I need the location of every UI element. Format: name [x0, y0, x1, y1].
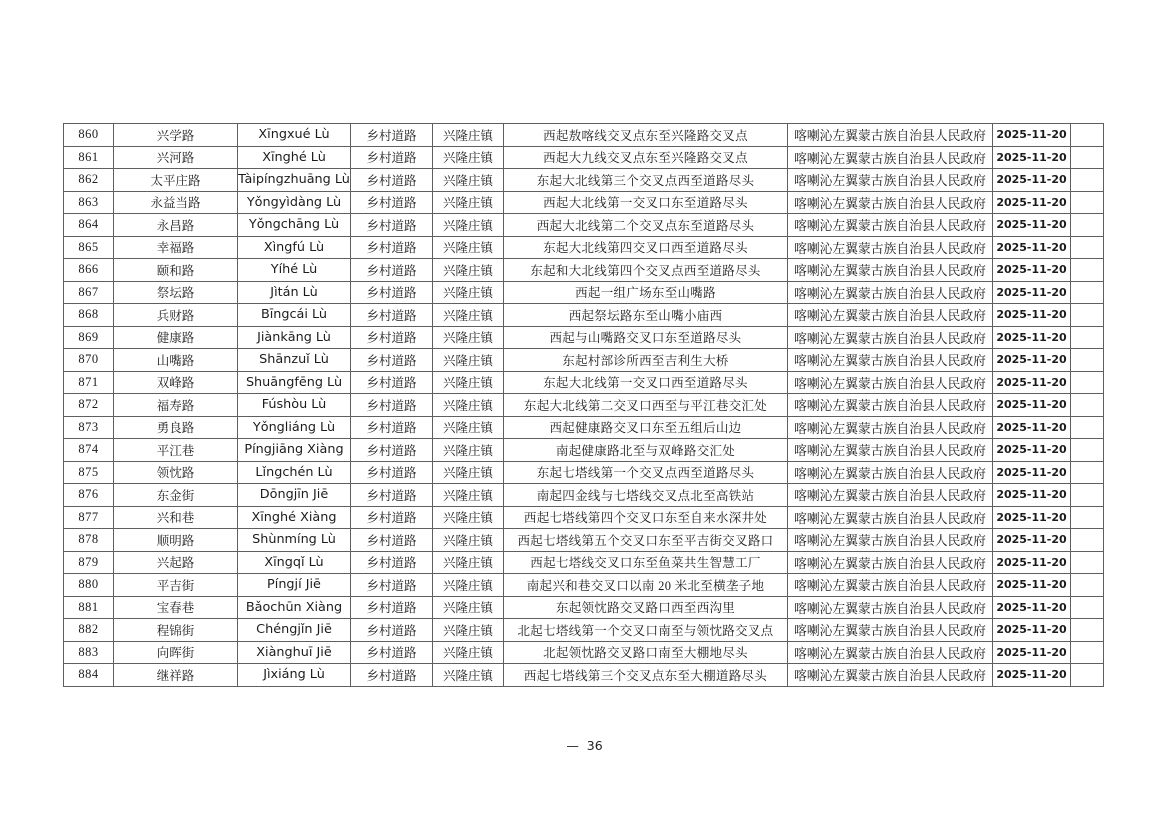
town-name: 兴隆庄镇 [433, 281, 504, 304]
route-description: 西起七塔线第三个交叉点东至大棚道路尽头 [504, 664, 788, 687]
road-name-pinyin: Xīngxué Lù [238, 124, 351, 147]
approval-date: 2025-11-20 [993, 484, 1071, 507]
remark-cell [1071, 124, 1104, 147]
road-name-zh: 福寿路 [114, 394, 238, 417]
road-name-zh: 太平庄路 [114, 169, 238, 192]
table-row [64, 551, 1104, 574]
town-name: 兴隆庄镇 [433, 551, 504, 574]
row-number: 865 [64, 236, 114, 259]
row-number: 876 [64, 484, 114, 507]
row-number: 866 [64, 259, 114, 282]
road-name-pinyin: Shuāngfēng Lù [238, 371, 351, 394]
row-number: 882 [64, 619, 114, 642]
approval-date: 2025-11-20 [993, 416, 1071, 439]
road-name-zh: 领忱路 [114, 461, 238, 484]
table-body [64, 124, 1104, 687]
road-type: 乡村道路 [351, 596, 433, 619]
row-number: 864 [64, 214, 114, 237]
road-name-zh: 山嘴路 [114, 349, 238, 372]
row-number: 874 [64, 439, 114, 462]
road-name-pinyin: Dōngjīn Jiē [238, 484, 351, 507]
road-name-pinyin: Yǒngchāng Lù [238, 214, 351, 237]
table-row [64, 371, 1104, 394]
table-row [64, 169, 1104, 192]
route-description: 东起领忱路交叉路口西至西沟里 [504, 596, 788, 619]
road-name-zh: 平江巷 [114, 439, 238, 462]
route-description: 西起大北线第一交叉口东至道路尽头 [504, 191, 788, 214]
road-name-pinyin: Jìtán Lù [238, 281, 351, 304]
road-name-zh: 向晖街 [114, 641, 238, 664]
road-type: 乡村道路 [351, 236, 433, 259]
approval-date: 2025-11-20 [993, 281, 1071, 304]
row-number: 870 [64, 349, 114, 372]
table-row [64, 124, 1104, 147]
road-type: 乡村道路 [351, 484, 433, 507]
approval-date: 2025-11-20 [993, 394, 1071, 417]
row-number: 880 [64, 574, 114, 597]
row-number: 878 [64, 529, 114, 552]
road-name-pinyin: Bǎochūn Xiàng [238, 596, 351, 619]
naming-authority: 喀喇沁左翼蒙古族自治县人民政府 [788, 506, 993, 529]
town-name: 兴隆庄镇 [433, 191, 504, 214]
table-row [64, 439, 1104, 462]
road-type: 乡村道路 [351, 551, 433, 574]
row-number: 862 [64, 169, 114, 192]
route-description: 南起健康路北至与双峰路交汇处 [504, 439, 788, 462]
route-description: 东起村部诊所西至吉利生大桥 [504, 349, 788, 372]
table-row [64, 529, 1104, 552]
row-number: 873 [64, 416, 114, 439]
route-description: 西起七塔线第四个交叉口东至自来水深井处 [504, 506, 788, 529]
naming-authority: 喀喇沁左翼蒙古族自治县人民政府 [788, 281, 993, 304]
town-name: 兴隆庄镇 [433, 169, 504, 192]
town-name: 兴隆庄镇 [433, 394, 504, 417]
route-description: 东起七塔线第一个交叉点西至道路尽头 [504, 461, 788, 484]
town-name: 兴隆庄镇 [433, 349, 504, 372]
town-name: 兴隆庄镇 [433, 596, 504, 619]
approval-date: 2025-11-20 [993, 214, 1071, 237]
naming-authority: 喀喇沁左翼蒙古族自治县人民政府 [788, 236, 993, 259]
route-description: 东起大北线第三个交叉点西至道路尽头 [504, 169, 788, 192]
remark-cell [1071, 214, 1104, 237]
road-name-zh: 兴河路 [114, 146, 238, 169]
approval-date: 2025-11-20 [993, 236, 1071, 259]
naming-authority: 喀喇沁左翼蒙古族自治县人民政府 [788, 439, 993, 462]
road-type: 乡村道路 [351, 326, 433, 349]
row-number: 881 [64, 596, 114, 619]
road-name-zh: 宝春巷 [114, 596, 238, 619]
town-name: 兴隆庄镇 [433, 619, 504, 642]
approval-date: 2025-11-20 [993, 641, 1071, 664]
road-name-zh: 永益当路 [114, 191, 238, 214]
road-name-zh: 程锦街 [114, 619, 238, 642]
table-row [64, 281, 1104, 304]
remark-cell [1071, 326, 1104, 349]
route-description: 南起兴和巷交叉口以南 20 米北至横垄子地 [504, 574, 788, 597]
road-name-pinyin: Lǐngchén Lù [238, 461, 351, 484]
road-name-pinyin: Tàipíngzhuāng Lù [238, 169, 351, 192]
road-type: 乡村道路 [351, 461, 433, 484]
remark-cell [1071, 394, 1104, 417]
row-number: 884 [64, 664, 114, 687]
naming-authority: 喀喇沁左翼蒙古族自治县人民政府 [788, 326, 993, 349]
remark-cell [1071, 146, 1104, 169]
road-name-zh: 兴学路 [114, 124, 238, 147]
road-type: 乡村道路 [351, 394, 433, 417]
town-name: 兴隆庄镇 [433, 124, 504, 147]
road-type: 乡村道路 [351, 349, 433, 372]
naming-authority: 喀喇沁左翼蒙古族自治县人民政府 [788, 371, 993, 394]
remark-cell [1071, 574, 1104, 597]
approval-date: 2025-11-20 [993, 371, 1071, 394]
road-name-zh: 顺明路 [114, 529, 238, 552]
row-number: 877 [64, 506, 114, 529]
road-type: 乡村道路 [351, 124, 433, 147]
naming-authority: 喀喇沁左翼蒙古族自治县人民政府 [788, 214, 993, 237]
row-number: 867 [64, 281, 114, 304]
road-type: 乡村道路 [351, 416, 433, 439]
road-name-pinyin: Xīngqǐ Lù [238, 551, 351, 574]
road-name-zh: 东金街 [114, 484, 238, 507]
route-description: 西起七塔线交叉口东至鱼菜共生智慧工厂 [504, 551, 788, 574]
naming-authority: 喀喇沁左翼蒙古族自治县人民政府 [788, 191, 993, 214]
remark-cell [1071, 416, 1104, 439]
town-name: 兴隆庄镇 [433, 506, 504, 529]
road-name-zh: 幸福路 [114, 236, 238, 259]
road-name-pinyin: Xìngfú Lù [238, 236, 351, 259]
approval-date: 2025-11-20 [993, 596, 1071, 619]
route-description: 西起大北线第二个交叉点东至道路尽头 [504, 214, 788, 237]
table-row [64, 191, 1104, 214]
remark-cell [1071, 461, 1104, 484]
town-name: 兴隆庄镇 [433, 371, 504, 394]
road-type: 乡村道路 [351, 619, 433, 642]
route-description: 东起大北线第四交叉口西至道路尽头 [504, 236, 788, 259]
remark-cell [1071, 484, 1104, 507]
town-name: 兴隆庄镇 [433, 641, 504, 664]
table-row [64, 394, 1104, 417]
row-number: 875 [64, 461, 114, 484]
road-name-pinyin: Shùnmíng Lù [238, 529, 351, 552]
approval-date: 2025-11-20 [993, 304, 1071, 327]
road-name-zh: 平吉街 [114, 574, 238, 597]
road-name-pinyin: Jìxiáng Lù [238, 664, 351, 687]
row-number: 868 [64, 304, 114, 327]
table-row [64, 664, 1104, 687]
road-type: 乡村道路 [351, 641, 433, 664]
road-type: 乡村道路 [351, 281, 433, 304]
road-type: 乡村道路 [351, 191, 433, 214]
table-row [64, 236, 1104, 259]
table-row [64, 641, 1104, 664]
table-row [64, 304, 1104, 327]
road-naming-table [63, 123, 1104, 687]
naming-authority: 喀喇沁左翼蒙古族自治县人民政府 [788, 551, 993, 574]
naming-authority: 喀喇沁左翼蒙古族自治县人民政府 [788, 304, 993, 327]
remark-cell [1071, 371, 1104, 394]
route-description: 南起四金线与七塔线交叉点北至高铁站 [504, 484, 788, 507]
road-name-pinyin: Píngjiāng Xiàng [238, 439, 351, 462]
road-name-zh: 兴起路 [114, 551, 238, 574]
naming-authority: 喀喇沁左翼蒙古族自治县人民政府 [788, 169, 993, 192]
road-name-pinyin: Bīngcái Lù [238, 304, 351, 327]
row-number: 863 [64, 191, 114, 214]
naming-authority: 喀喇沁左翼蒙古族自治县人民政府 [788, 641, 993, 664]
road-name-pinyin: Yíhé Lù [238, 259, 351, 282]
table-row [64, 214, 1104, 237]
naming-authority: 喀喇沁左翼蒙古族自治县人民政府 [788, 461, 993, 484]
naming-authority: 喀喇沁左翼蒙古族自治县人民政府 [788, 349, 993, 372]
remark-cell [1071, 191, 1104, 214]
remark-cell [1071, 439, 1104, 462]
road-name-zh: 继祥路 [114, 664, 238, 687]
naming-authority: 喀喇沁左翼蒙古族自治县人民政府 [788, 394, 993, 417]
row-number: 861 [64, 146, 114, 169]
row-number: 879 [64, 551, 114, 574]
route-description: 西起大九线交叉点东至兴隆路交叉点 [504, 146, 788, 169]
naming-authority: 喀喇沁左翼蒙古族自治县人民政府 [788, 259, 993, 282]
remark-cell [1071, 281, 1104, 304]
remark-cell [1071, 551, 1104, 574]
road-type: 乡村道路 [351, 259, 433, 282]
road-name-zh: 祭坛路 [114, 281, 238, 304]
approval-date: 2025-11-20 [993, 326, 1071, 349]
remark-cell [1071, 259, 1104, 282]
road-type: 乡村道路 [351, 304, 433, 327]
approval-date: 2025-11-20 [993, 551, 1071, 574]
road-type: 乡村道路 [351, 371, 433, 394]
approval-date: 2025-11-20 [993, 191, 1071, 214]
road-name-pinyin: Píngjí Jiē [238, 574, 351, 597]
approval-date: 2025-11-20 [993, 619, 1071, 642]
town-name: 兴隆庄镇 [433, 574, 504, 597]
road-name-zh: 永昌路 [114, 214, 238, 237]
road-type: 乡村道路 [351, 169, 433, 192]
road-name-pinyin: Xīnghé Lù [238, 146, 351, 169]
road-type: 乡村道路 [351, 574, 433, 597]
naming-authority: 喀喇沁左翼蒙古族自治县人民政府 [788, 416, 993, 439]
table-row [64, 146, 1104, 169]
route-description: 西起一组广场东至山嘴路 [504, 281, 788, 304]
remark-cell [1071, 664, 1104, 687]
town-name: 兴隆庄镇 [433, 146, 504, 169]
town-name: 兴隆庄镇 [433, 529, 504, 552]
naming-authority: 喀喇沁左翼蒙古族自治县人民政府 [788, 484, 993, 507]
town-name: 兴隆庄镇 [433, 484, 504, 507]
naming-authority: 喀喇沁左翼蒙古族自治县人民政府 [788, 596, 993, 619]
road-type: 乡村道路 [351, 529, 433, 552]
road-name-zh: 健康路 [114, 326, 238, 349]
approval-date: 2025-11-20 [993, 439, 1071, 462]
remark-cell [1071, 506, 1104, 529]
naming-authority: 喀喇沁左翼蒙古族自治县人民政府 [788, 619, 993, 642]
town-name: 兴隆庄镇 [433, 304, 504, 327]
remark-cell [1071, 236, 1104, 259]
town-name: 兴隆庄镇 [433, 259, 504, 282]
town-name: 兴隆庄镇 [433, 326, 504, 349]
table-row [64, 259, 1104, 282]
road-type: 乡村道路 [351, 506, 433, 529]
route-description: 东起大北线第一交叉口西至道路尽头 [504, 371, 788, 394]
route-description: 西起健康路交叉口东至五组后山边 [504, 416, 788, 439]
page-number: — 36 [566, 738, 603, 753]
remark-cell [1071, 529, 1104, 552]
approval-date: 2025-11-20 [993, 461, 1071, 484]
remark-cell [1071, 349, 1104, 372]
table-row [64, 574, 1104, 597]
approval-date: 2025-11-20 [993, 664, 1071, 687]
road-name-zh: 兵财路 [114, 304, 238, 327]
table-row [64, 461, 1104, 484]
road-name-zh: 双峰路 [114, 371, 238, 394]
row-number: 860 [64, 124, 114, 147]
route-description: 西起敖喀线交叉点东至兴隆路交叉点 [504, 124, 788, 147]
table-row [64, 506, 1104, 529]
route-description: 西起七塔线第五个交叉口东至平吉街交叉路口 [504, 529, 788, 552]
row-number: 883 [64, 641, 114, 664]
row-number: 869 [64, 326, 114, 349]
road-name-zh: 勇良路 [114, 416, 238, 439]
road-name-pinyin: Yǒngliáng Lù [238, 416, 351, 439]
town-name: 兴隆庄镇 [433, 664, 504, 687]
road-name-pinyin: Jiànkāng Lù [238, 326, 351, 349]
road-name-pinyin: Xīnghé Xiàng [238, 506, 351, 529]
remark-cell [1071, 304, 1104, 327]
route-description: 北起领忱路交叉路口南至大棚地尽头 [504, 641, 788, 664]
road-name-pinyin: Xiànghuī Jiē [238, 641, 351, 664]
table-row [64, 596, 1104, 619]
naming-authority: 喀喇沁左翼蒙古族自治县人民政府 [788, 664, 993, 687]
row-number: 872 [64, 394, 114, 417]
route-description: 北起七塔线第一个交叉口南至与领忱路交叉点 [504, 619, 788, 642]
table-row [64, 619, 1104, 642]
approval-date: 2025-11-20 [993, 124, 1071, 147]
road-name-pinyin: Chéngjǐn Jiē [238, 619, 351, 642]
route-description: 东起大北线第二交叉口西至与平江巷交汇处 [504, 394, 788, 417]
town-name: 兴隆庄镇 [433, 214, 504, 237]
road-name-pinyin: Fúshòu Lù [238, 394, 351, 417]
row-number: 871 [64, 371, 114, 394]
approval-date: 2025-11-20 [993, 169, 1071, 192]
road-name-pinyin: Shānzuǐ Lù [238, 349, 351, 372]
road-name-zh: 兴和巷 [114, 506, 238, 529]
naming-authority: 喀喇沁左翼蒙古族自治县人民政府 [788, 574, 993, 597]
route-description: 东起和大北线第四个交叉点西至道路尽头 [504, 259, 788, 282]
road-name-pinyin: Yǒngyìdàng Lù [238, 191, 351, 214]
table-row [64, 326, 1104, 349]
table-row [64, 484, 1104, 507]
table-row [64, 349, 1104, 372]
naming-authority: 喀喇沁左翼蒙古族自治县人民政府 [788, 124, 993, 147]
naming-authority: 喀喇沁左翼蒙古族自治县人民政府 [788, 146, 993, 169]
approval-date: 2025-11-20 [993, 349, 1071, 372]
route-description: 西起祭坛路东至山嘴小庙西 [504, 304, 788, 327]
approval-date: 2025-11-20 [993, 506, 1071, 529]
remark-cell [1071, 619, 1104, 642]
road-type: 乡村道路 [351, 664, 433, 687]
road-type: 乡村道路 [351, 439, 433, 462]
remark-cell [1071, 169, 1104, 192]
town-name: 兴隆庄镇 [433, 461, 504, 484]
town-name: 兴隆庄镇 [433, 439, 504, 462]
approval-date: 2025-11-20 [993, 259, 1071, 282]
town-name: 兴隆庄镇 [433, 416, 504, 439]
road-type: 乡村道路 [351, 214, 433, 237]
road-type: 乡村道路 [351, 146, 433, 169]
remark-cell [1071, 641, 1104, 664]
route-description: 西起与山嘴路交叉口东至道路尽头 [504, 326, 788, 349]
table-row [64, 416, 1104, 439]
approval-date: 2025-11-20 [993, 146, 1071, 169]
approval-date: 2025-11-20 [993, 529, 1071, 552]
town-name: 兴隆庄镇 [433, 236, 504, 259]
road-name-zh: 颐和路 [114, 259, 238, 282]
approval-date: 2025-11-20 [993, 574, 1071, 597]
naming-authority: 喀喇沁左翼蒙古族自治县人民政府 [788, 529, 993, 552]
remark-cell [1071, 596, 1104, 619]
